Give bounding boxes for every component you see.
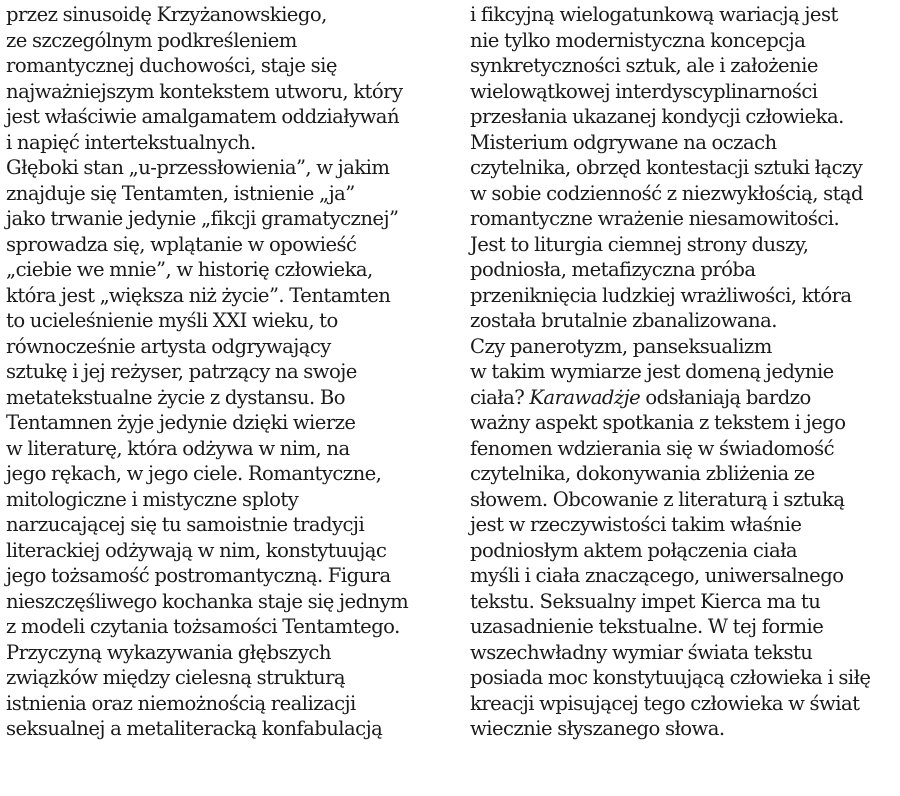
text-line — [6, 232, 440, 258]
text-line — [470, 334, 898, 360]
text-segment: w takim wymiarze jest domeną jedynie — [470, 360, 834, 383]
text-segment: najważniejszym kontekstem utworu, który — [6, 79, 403, 103]
text-segment: przeniknięcia ludzkiej wrażliwości, która — [470, 283, 852, 307]
text-line — [6, 155, 440, 181]
text-segment: literackiej odżywają w nim, konstytuując — [6, 538, 387, 562]
text-line — [6, 538, 440, 564]
text-segment: romantyczne wrażenie niesamowitości. — [470, 207, 840, 230]
text-segment: Jest to liturgia ciemnej strony duszy, — [470, 232, 809, 256]
text-line — [6, 512, 440, 538]
text-segment: przesłania ukazanej kondycji człowieka. — [470, 105, 844, 128]
text-segment: posiada moc konstytuującą człowieka i siłę — [470, 666, 871, 689]
text-line — [470, 512, 898, 538]
text-line — [470, 461, 898, 487]
italic-title: Karawadżje — [529, 385, 641, 409]
text-line — [6, 104, 440, 130]
text-line — [470, 206, 898, 232]
text-segment: i napięć intertekstualnych. — [6, 130, 256, 154]
text-line — [6, 2, 440, 28]
text-segment: to ucieleśnienie myśli XXI wieku, to — [6, 309, 338, 332]
text-segment: sztukę i jej reżyser, patrzący na swoje — [6, 360, 357, 383]
text-line — [6, 691, 440, 717]
text-line — [470, 359, 898, 385]
text-segment: została brutalnie zbanalizowana. — [470, 309, 777, 332]
text-segment: synkretyczności sztuk, ale i założenie — [470, 54, 818, 77]
text-line — [6, 181, 440, 207]
text-segment: tekstu. Seksualny impet Kierca ma tu — [470, 589, 821, 613]
text-line — [6, 563, 440, 589]
text-line — [470, 308, 898, 334]
text-line — [6, 614, 440, 640]
text-line — [6, 589, 440, 615]
text-line — [470, 691, 898, 717]
text-segment: ważny aspekt spotkania z tekstem i jego — [470, 411, 846, 434]
text-segment: wiecznie słyszanego słowa. — [470, 717, 725, 740]
text-line — [470, 28, 898, 54]
text-line — [470, 563, 898, 589]
right-text-column — [470, 2, 898, 742]
text-segment: kreacji wpisującej tego człowieka w świat — [470, 691, 860, 715]
text-line — [470, 130, 898, 156]
text-line — [470, 614, 898, 640]
text-segment: jest właściwie amalgamatem oddziaływań — [6, 105, 400, 128]
text-segment: jest w rzeczywistości takim właśnie — [470, 513, 802, 536]
text-line — [6, 28, 440, 54]
text-line — [470, 155, 898, 181]
text-line — [470, 436, 898, 462]
text-line — [470, 283, 898, 309]
text-segment: która jest „większa niż życie”. Tentamten — [6, 283, 391, 307]
text-segment: seksualnej a metaliteracką konfabulacją — [6, 717, 383, 740]
text-segment: istnienia oraz niemożnością realizacji — [6, 691, 356, 715]
text-line — [6, 308, 440, 334]
text-segment: narzucającej się tu samoistnie tradycji — [6, 513, 365, 536]
text-segment: w literaturę, która odżywa w nim, na — [6, 436, 350, 460]
text-line — [6, 716, 440, 742]
text-segment: podniosłym aktem połączenia ciała — [470, 538, 798, 562]
text-line — [470, 79, 898, 105]
text-segment: nieszczęśliwego kochanka staje się jednym — [6, 589, 409, 613]
text-line — [6, 334, 440, 360]
text-line — [470, 104, 898, 130]
text-segment: jego rękach, w jego ciele. Romantyczne, — [6, 462, 382, 485]
text-line — [6, 130, 440, 156]
text-segment: podniosła, metafizyczna próba — [470, 258, 756, 281]
text-line — [6, 665, 440, 691]
text-line — [470, 410, 898, 436]
text-segment: i fikcyjną wielogatunkową wariacją jest — [470, 3, 838, 26]
text-segment: jego tożsamość postromantyczną. Figura — [6, 564, 391, 587]
text-line — [470, 716, 898, 742]
text-line — [6, 79, 440, 105]
text-line — [470, 665, 898, 691]
text-segment: równocześnie artysta odgrywający — [6, 334, 331, 358]
left-text-column — [6, 2, 440, 742]
text-segment: Przyczyną wykazywania głębszych — [6, 640, 331, 664]
text-segment: mitologiczne i mistyczne sploty — [6, 487, 299, 511]
text-line — [6, 206, 440, 232]
text-segment: fenomen wdzierania się w świadomość — [470, 436, 835, 460]
text-line — [6, 283, 440, 309]
text-segment: związków między cielesną strukturą — [6, 666, 346, 689]
text-line — [6, 53, 440, 79]
text-line — [470, 385, 898, 411]
text-line — [470, 640, 898, 666]
text-segment: znajduje się Tentamten, istnienie „ja” — [6, 181, 355, 205]
text-segment: czytelnika, dokonywania zbliżenia ze — [470, 462, 815, 485]
text-segment: z modeli czytania tożsamości Tentamtego. — [6, 615, 400, 638]
text-segment: metatekstualne życie z dystansu. Bo — [6, 385, 345, 409]
text-line — [470, 589, 898, 615]
text-segment: w sobie codzienność z niezwykłością, stąd — [470, 181, 864, 205]
text-segment: Misterium odgrywane na oczach — [470, 130, 777, 154]
text-segment: myśli i ciała znaczącego, uniwersalnego — [470, 564, 844, 587]
text-line — [6, 640, 440, 666]
text-line — [470, 487, 898, 513]
text-segment: ze szczególnym podkreśleniem — [6, 28, 297, 52]
text-segment: słowem. Obcowanie z literaturą i sztuką — [470, 487, 845, 511]
text-line — [6, 487, 440, 513]
text-segment: Czy panerotyzm, panseksualizm — [470, 334, 772, 358]
text-segment: sprowadza się, wplątanie w opowieść — [6, 232, 357, 256]
text-segment: Głęboki stan „u-przessłowienia”, w jakim — [6, 156, 390, 179]
text-line — [6, 410, 440, 436]
text-line — [6, 359, 440, 385]
text-line — [470, 181, 898, 207]
text-segment: ciała? — [470, 385, 530, 409]
text-line — [470, 538, 898, 564]
text-line — [470, 53, 898, 79]
text-segment: wszechwładny wymiar świata tekstu — [470, 640, 813, 664]
text-segment: nie tylko modernistyczna koncepcja — [470, 28, 806, 52]
text-segment: Tentamnen żyje jedynie dzięki wierze — [6, 411, 356, 434]
text-segment: jako trwanie jedynie „fikcji gramatycznej” — [6, 207, 399, 230]
text-segment: „ciebie we mnie”, w historię człowieka, — [6, 258, 373, 281]
text-segment: romantycznej duchowości, staje się — [6, 54, 337, 77]
text-line — [470, 232, 898, 258]
text-line — [6, 385, 440, 411]
text-segment: przez sinusoidę Krzyżanowskiego, — [6, 3, 327, 26]
text-segment: odsłaniają bardzo — [640, 385, 811, 409]
text-line — [470, 2, 898, 28]
text-line — [470, 257, 898, 283]
text-segment: czytelnika, obrzęd kontestacji sztuki łączy — [470, 156, 863, 179]
text-segment: wielowątkowej interdyscyplinarności — [470, 79, 818, 103]
text-line — [6, 257, 440, 283]
text-segment: uzasadnienie tekstualne. W tej formie — [470, 615, 824, 638]
text-line — [6, 461, 440, 487]
text-line — [6, 436, 440, 462]
